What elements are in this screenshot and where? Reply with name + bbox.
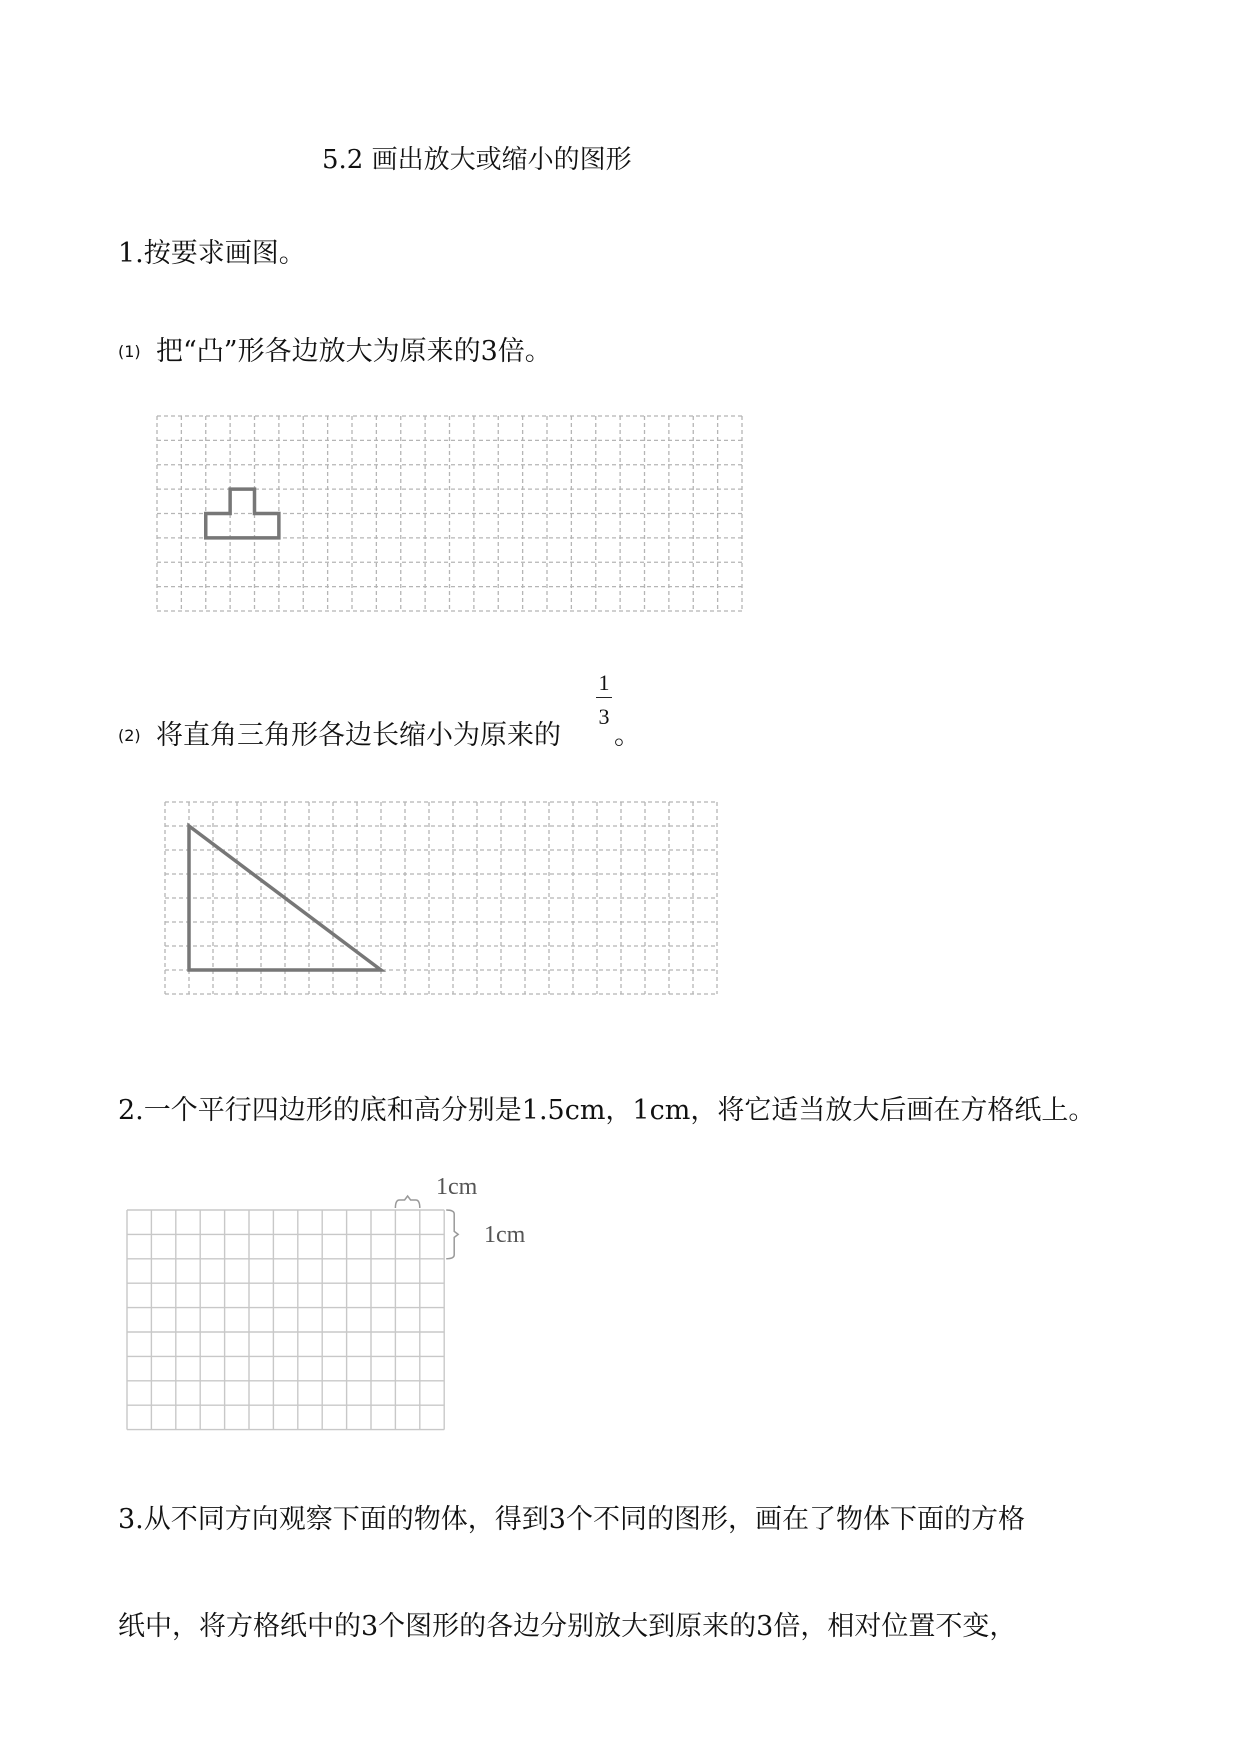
dashed-grid-convex-shape bbox=[155, 410, 745, 622]
q1-part1-number: (1) bbox=[118, 342, 141, 361]
grid-label-top-1cm: 1cm bbox=[436, 1174, 478, 1200]
dashed-grid-right-triangle bbox=[160, 793, 738, 1003]
page-title: 5.2 画出放大或缩小的图形 bbox=[322, 145, 632, 175]
q1-part1-text: 把“凸”形各边放大为原来的3倍。 bbox=[156, 336, 552, 367]
fraction-numerator: 1 bbox=[598, 670, 610, 695]
q1-part2-text: 将直角三角形各边长缩小为原来的 bbox=[156, 720, 561, 751]
q2-text: 2.一个平行四边形的底和高分别是1.5cm，1cm，将它适当放大后画在方格纸上。 bbox=[118, 1095, 1096, 1126]
q3-line1: 3.从不同方向观察下面的物体，得到3个不同的图形，画在了物体下面的方格 bbox=[118, 1504, 1025, 1535]
q3-line2: 纸中，将方格纸中的3个图形的各边分别放大到原来的3倍，相对位置不变， bbox=[118, 1611, 1017, 1642]
q1-stem: 1.按要求画图。 bbox=[118, 238, 306, 269]
side-1cm-brace bbox=[446, 1210, 458, 1259]
grid-label-side-1cm: 1cm bbox=[484, 1222, 526, 1248]
square-grid-paper bbox=[120, 1168, 565, 1440]
top-1cm-brace bbox=[395, 1196, 419, 1208]
q1-part2-period: 。 bbox=[614, 720, 641, 751]
fraction-bar bbox=[596, 697, 612, 698]
q1-part2-number: (2) bbox=[118, 726, 141, 745]
fraction-denominator: 3 bbox=[598, 704, 610, 729]
